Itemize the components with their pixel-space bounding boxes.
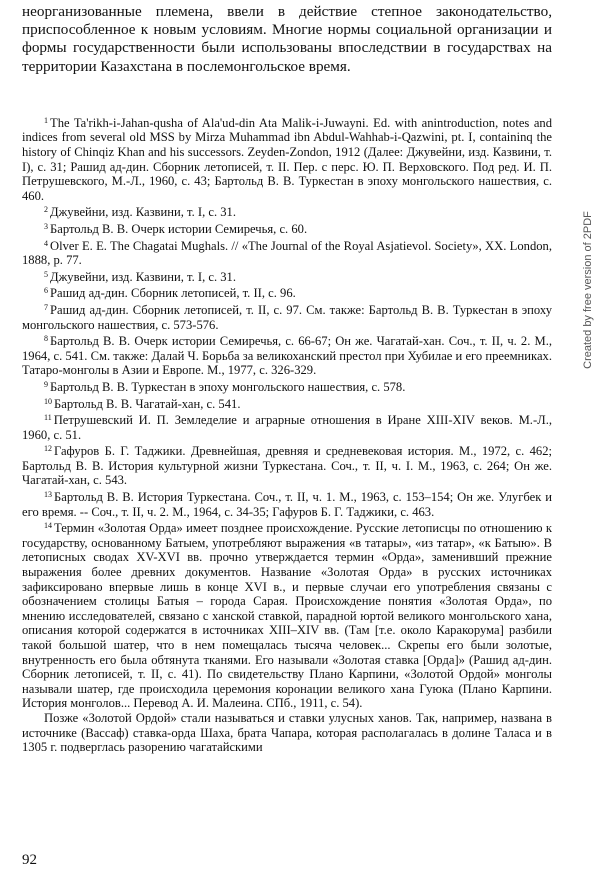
footnote-5 xyxy=(22,268,552,285)
footnote-text: Термин «Золотая Орда» имеет позднее происхождение. Русские летописцы по отношению к государству, основанному Батыем, употребляют выражения «в татары», «из татар», «к Батыю». В летописных сводах XV-XVI вв. прочно утверждается термин «Орда», заменивший прежние выражения более древних документов. Название «Золотая Орда» в русских источниках зафиксировано впервые лишь в конце XVI в., и первые случаи его употребления связаны с обозначением столицы Батыя – города Сарая. Происхождение понятия «Золотая Орда», по мнению исследователей, связано с ханской ставкой, парадной юртой великого монгольского хана, описания которой содержатся в источниках XIII–XIV вв. (Там [т.е. около Каракорума] разбили такой большой шатер, что в нем помещалась тысяча человек... Скрепы его были золотые, внутренность его была обтянута тканями. Его называли «Золотая ставка [Орда]» (Рашид ад-дин. Сборник летописей, т. II, с. 41). По свидетельству Плано Карпини, «Золотой Ордой» монголы называли шатер, где происходила церемония коронации великого хана Гуюка (Плано Карпини. История монголов... Перевод А. И. Малеина. СПб., 1911, с. 54). xyxy=(22,521,552,711)
footnote-1 xyxy=(22,114,552,204)
side-watermark-text: Created by free version of 2PDF xyxy=(582,211,594,369)
footnote-text: Рашид ад-дин. Сборник летописей, т. II, с. 96. xyxy=(50,286,296,301)
footnote-7 xyxy=(22,301,552,332)
footnote-number: 6 xyxy=(44,286,48,296)
final-paragraph: Позже «Золотой Ордой» стали называться и ставки улусных ханов. Так, например, названа в источнике (Вассаф) ставка-орда Шаха, брата Чапара, которая располагалась в долине Таласа и в 1305 г. подверглась разорению чагатайскими xyxy=(22,710,552,755)
footnote-text: The Ta'rikh-i-Jahan-qusha of Ala'ud-din Ata Malik-i-Juwayni. Ed. with anintroduction, notes and indices from several old MSS by Mirza Muhammad ibn Abdul-Wahhab-i-Qazwini, pt. I, containinq the history of Chinqiz Khan and his successors. Zeyden-Zondon, 1912 (Далее: Джувейни, изд. Казвини, т. I), с. 31; Рашид ад-дин. Сборник летописей, т. II. Пер. с перс. Ю. П. Верховского. Под ред. И. П. Петрушевского, М.-Л., 1960, с. 43; Бартольд В. В. Туркестан в эпоху монгольского нашествия, с. 460. xyxy=(22,115,552,203)
footnote-number: 4 xyxy=(44,238,48,248)
footnote-text: Рашид ад-дин. Сборник летописей, т. II, с. 97. См. также: Бартольд В. В. Туркестан в эпоху монгольского нашествия, с. 573-576. xyxy=(22,302,552,332)
footnote-text: Бартольд В. В. Туркестан в эпоху монгольского нашествия, с. 578. xyxy=(50,379,406,394)
footnote-number: 5 xyxy=(44,269,48,279)
footnote-number: 1 xyxy=(44,115,48,125)
footnote-text: Гафуров Б. Г. Таджики. Древнейшая, древняя и средневековая история. М., 1972, с. 462; Бартольд В. В. История культурной жизни Туркестана. Соч., т. II, ч. I. М., 1963, с. 264; Он же. Чагатай-хан, с. 543. xyxy=(22,444,552,488)
footnote-text: Джувейни, изд. Казвини, т. I, с. 31. xyxy=(50,205,236,220)
footnote-6 xyxy=(22,284,552,301)
footnote-number: 8 xyxy=(44,334,48,344)
footnote-4 xyxy=(22,237,552,268)
footnote-text: Бартольд В. В. Очерк истории Семиречья, с. 66-67; Он же. Чагатай-хан. Соч., т. II, ч. 2. М., 1964, с. 541. См. также: Далай Ч. Борьба за великоханский престол при Хубилае и его преемниках. Татаро-монголы в Азии и Европе. М., 1977, с. 326-329. xyxy=(22,334,552,378)
footnote-text: Бартольд В. В. Очерк истории Семиречья, с. 60. xyxy=(50,221,308,236)
lead-paragraph: неорганизованные племена, ввели в действие степное законодательство, приспособленное к новым условиям. Многие нормы социальной организации и формы государственности были использованы впоследствии в государствах на территории Казахстана в послемонгольское время. xyxy=(22,3,552,75)
footnote-number: 2 xyxy=(44,205,48,215)
footnote-11 xyxy=(22,411,552,442)
footnote-13 xyxy=(22,488,552,519)
footnote-text: Olver E. E. The Chagatai Mughals. // «The Journal of the Royal Asjatievol. Society», XX. London, 1888, р. 77. xyxy=(22,238,552,268)
footnote-9 xyxy=(22,378,552,395)
footnote-number: 3 xyxy=(44,221,48,231)
footnote-text: Бартольд В. В. История Туркестана. Соч., т. II, ч. 1. М., 1963, с. 153–154; Он же. Улугбек и его время. -- Соч., т. II, ч. 2. М., 1964, с. 34-35; Гафуров Б. Г. Таджики, с. 463. xyxy=(22,490,552,519)
page-body xyxy=(22,3,552,755)
footnote-14 xyxy=(22,519,552,711)
footnote-12 xyxy=(22,442,552,488)
page-number: 92 xyxy=(22,852,37,868)
footnotes xyxy=(22,114,552,755)
footnote-text: Джувейни, изд. Казвини, т. I, с. 31. xyxy=(50,269,236,284)
footnote-number: 10 xyxy=(44,396,52,406)
footnote-2 xyxy=(22,203,552,220)
footnote-text: Бартольд В. В. Чагатай-хан, с. 541. xyxy=(54,396,241,411)
footnote-3 xyxy=(22,220,552,237)
footnote-8 xyxy=(22,332,552,378)
footnote-number: 14 xyxy=(44,521,52,531)
side-watermark xyxy=(580,200,596,380)
footnote-number: 9 xyxy=(44,379,48,389)
footnote-text: Петрушевский И. П. Земледелие и аграрные отношения в Иране XIII-XIV веков. М.-Л., 1960, с. 51. xyxy=(22,413,552,442)
footnote-number: 12 xyxy=(44,444,52,454)
footnote-number: 11 xyxy=(44,413,52,423)
footnote-number: 7 xyxy=(44,302,48,312)
footnote-number: 13 xyxy=(44,490,52,500)
footnote-10 xyxy=(22,395,552,412)
